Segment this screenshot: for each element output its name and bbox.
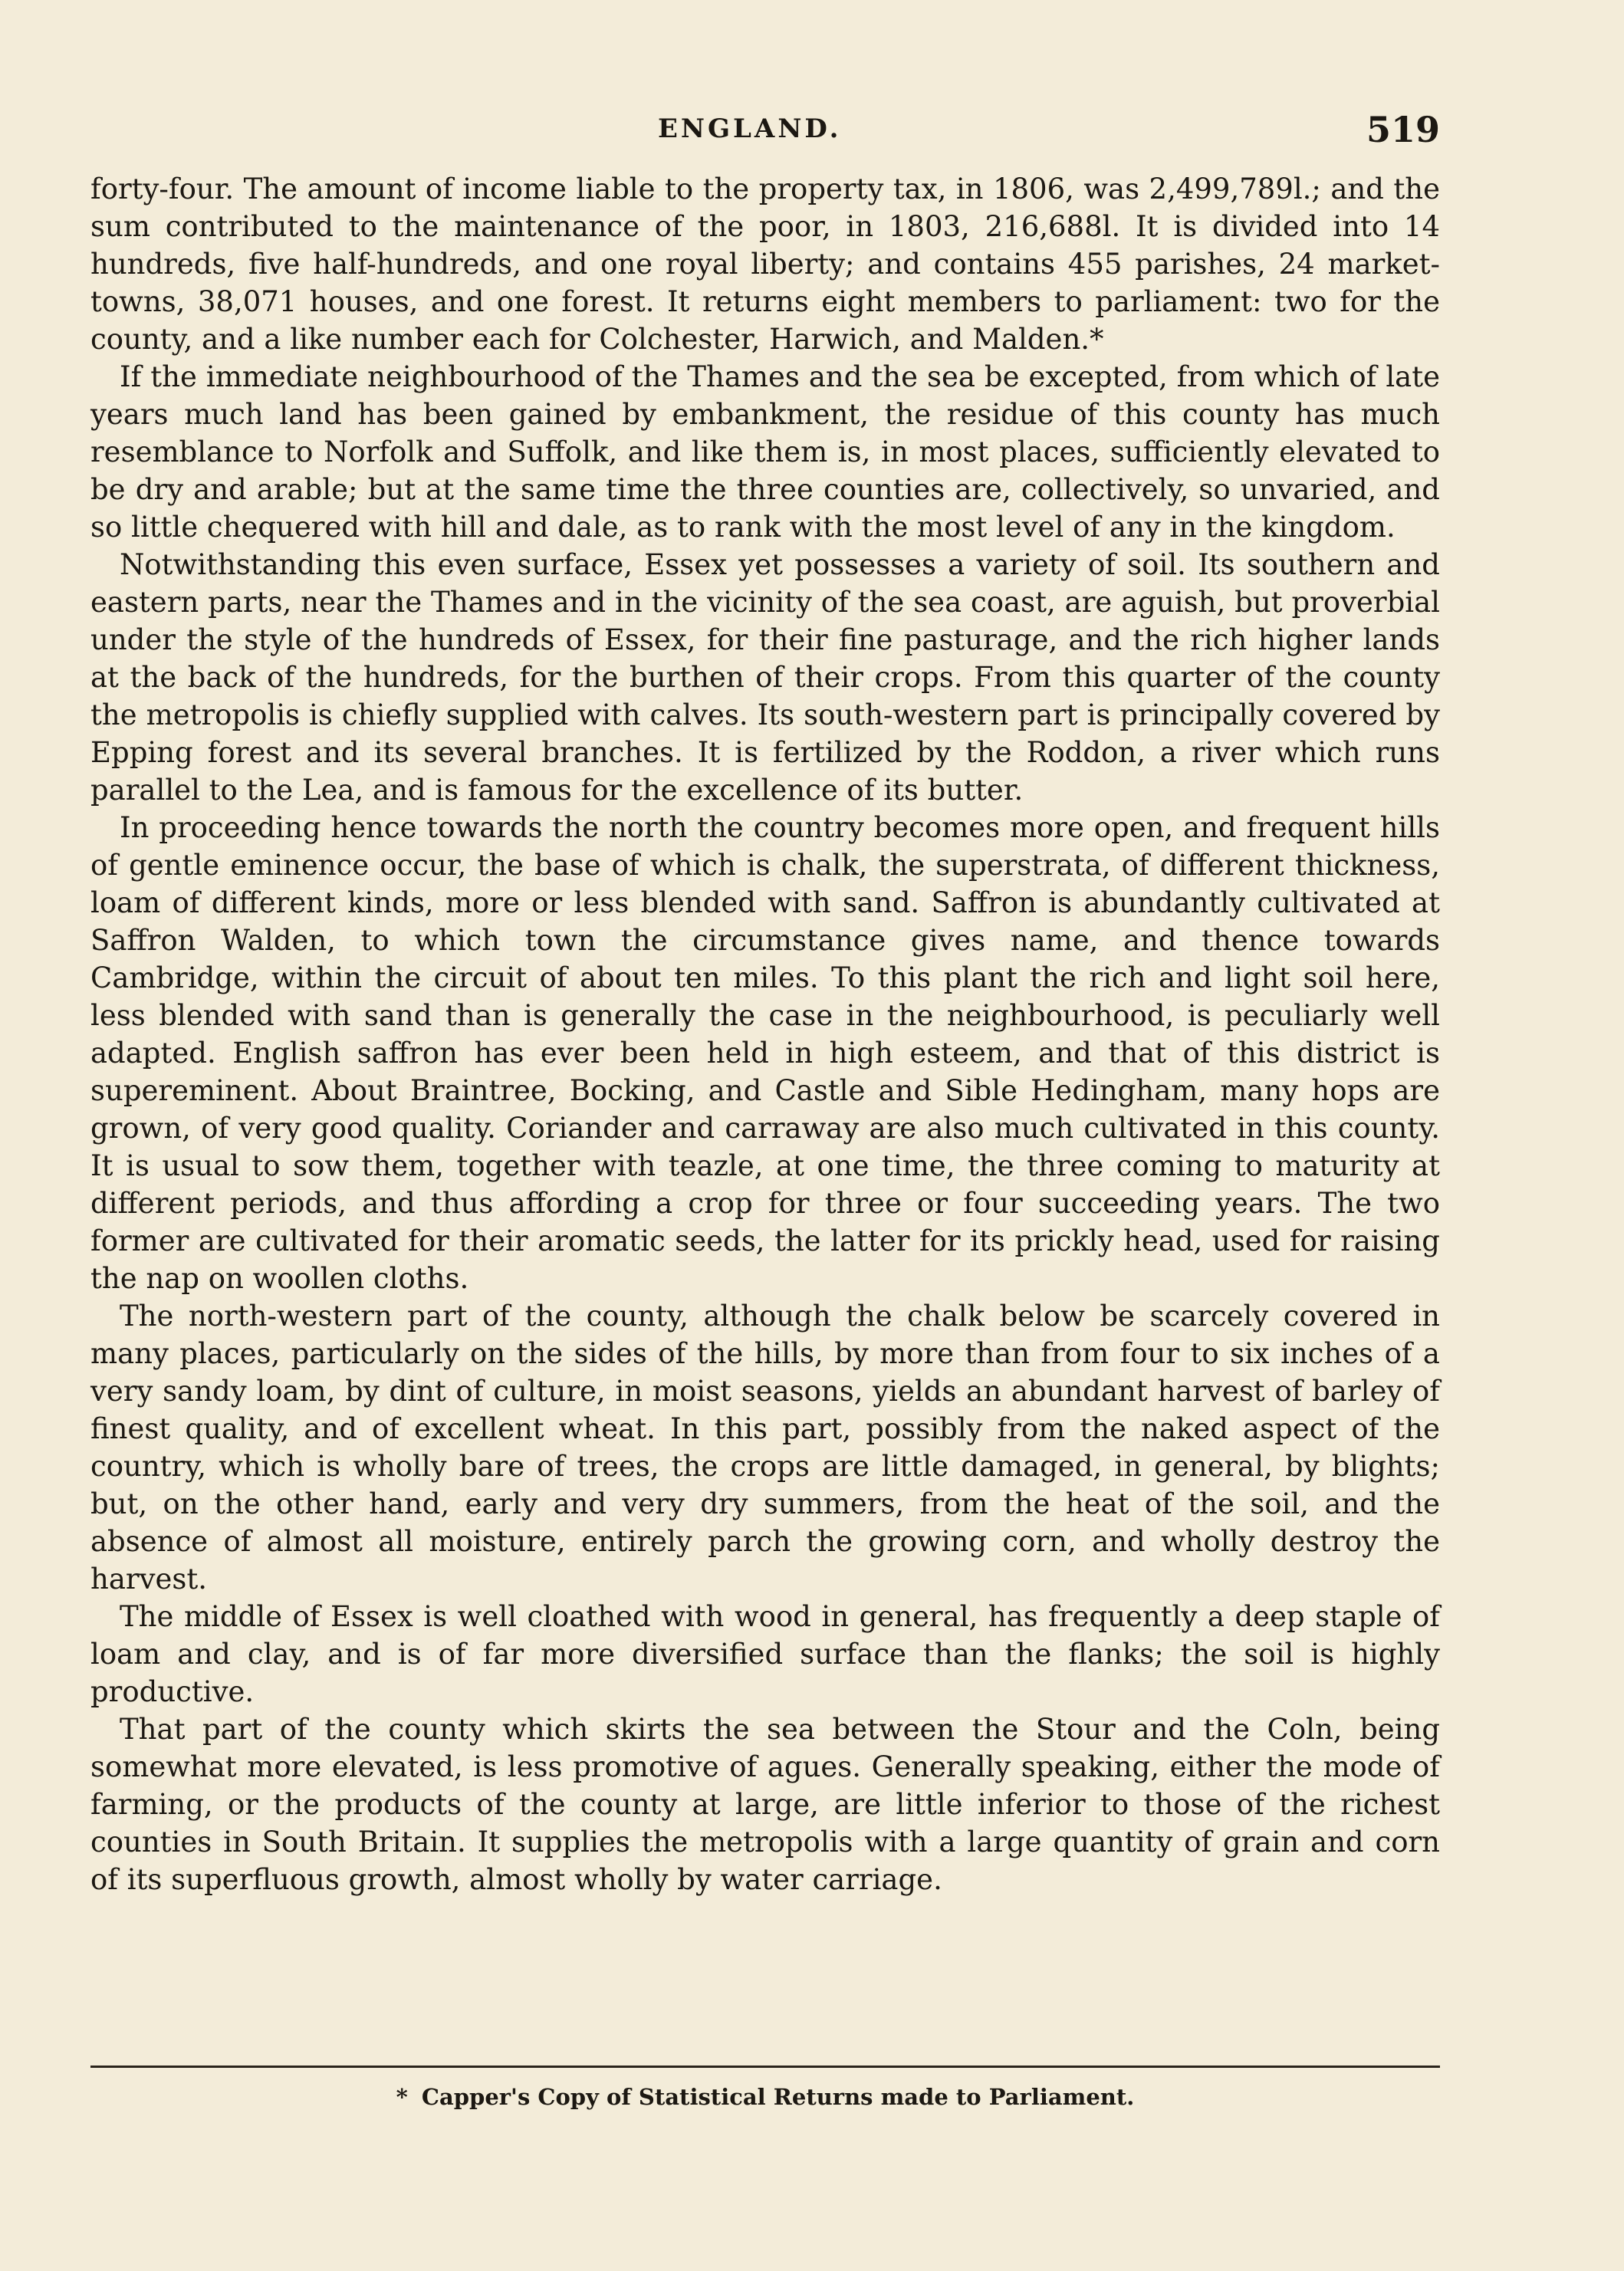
paragraph: The north-western part of the county, although the chalk below be scarcely covered in many places, particularly on the sides of the hills, by more than from four to six inches of a very sandy loam, by dint of culture, in moist seasons, yields an abundant harvest of barley of finest quality, and of excellent wheat. In this part, possibly from the naked aspect of the country, which is wholly bare of trees, the crops are little damaged, in general, by blights; but, on the other hand, early and very dry summers, from the heat of the soil, and the absence of almost all moisture, entirely parch the growing corn, and wholly destroy the harvest. <box>90 1300 1440 1596</box>
paragraph: The middle of Essex is well cloathed with wood in general, has frequently a deep staple of loam and clay, and is of far more diversified surface than the flanks; the soil is highly productive. <box>90 1600 1440 1708</box>
paragraph: That part of the county which skirts the sea between the Stour and the Coln, being somewhat more elevated, is less promotive of agues. Generally speaking, either the mode of farming, or the products of the county at large, are little inferior to those of the richest counties in South Britain. It supplies the metropolis with a large quantity of grain and corn of its superfluous growth, almost wholly by water carriage. <box>90 1713 1440 1896</box>
footnote-divider <box>90 2066 1440 2068</box>
running-head <box>90 109 1440 155</box>
body-text <box>90 170 1440 1898</box>
paragraph-continuation: forty-four. The amount of income liable to the property tax, in 1806, was 2,499,789l.; and the sum contributed to the maintenance of the poor, in 1803, 216,688l. It is divided into 14 hundreds, five half-hundreds, and one royal liberty; and contains 455 parishes, 24 market-towns, 38,071 houses, and one forest. It returns eight members to parliament: two for the county, and a like number each for Colchester, Harwich, and Malden.* <box>90 173 1440 356</box>
page-number: 519 <box>1366 109 1440 150</box>
footnote <box>90 2084 1440 2110</box>
footnote-mark: * <box>396 2084 408 2110</box>
paragraph: If the immediate neighbourhood of the Thames and the sea be excepted, from which of late years much land has been gained by embankment, the residue of this county has much resemblance to Norfolk and Suffolk, and like them is, in most places, sufficiently elevated to be dry and arable; but at the same time the three counties are, collectively, so unvaried, and so little chequered with hill and dale, as to rank with the most level of any in the kingdom. <box>90 360 1440 544</box>
footnote-text: Capper's Copy of Statistical Returns made to Parliament. <box>421 2084 1135 2110</box>
paragraph: In proceeding hence towards the north the country becomes more open, and frequent hills of gentle eminence occur, the base of which is chalk, the superstrata, of different thickness, loam of different kinds, more or less blended with sand. Saffron is abundantly cultivated at Saffron Walden, to which town the circumstance gives name, and thence towards Cambridge, within the circuit of about ten miles. To this plant the rich and light soil here, less blended with sand than is generally the case in the neighbourhood, is peculiarly well adapted. English saffron has ever been held in high esteem, and that of this district is supereminent. About Braintree, Bocking, and Castle and Sible Hedingham, many hops are grown, of very good quality. Coriander and carraway are also much cultivated in this county. It is usual to sow them, together with teazle, at one time, the three coming to maturity at different periods, and thus affording a crop for three or four succeeding years. The two former are cultivated for their aromatic seeds, the latter for its prickly head, used for raising the nap on woollen cloths. <box>90 811 1440 1295</box>
running-title: ENGLAND. <box>658 113 842 144</box>
paragraph: Notwithstanding this even surface, Essex yet possesses a variety of soil. Its southern and eastern parts, near the Thames and in the vicinity of the sea coast, are aguish, but proverbial under the style of the hundreds of Essex, for their fine pasturage, and the rich higher lands at the back of the hundreds, for the burthen of their crops. From this quarter of the county the metropolis is chiefly supplied with calves. Its south-western part is principally covered by Epping forest and its several branches. It is fertilized by the Roddon, a river which runs parallel to the Lea, and is famous for the excellence of its butter. <box>90 548 1440 807</box>
